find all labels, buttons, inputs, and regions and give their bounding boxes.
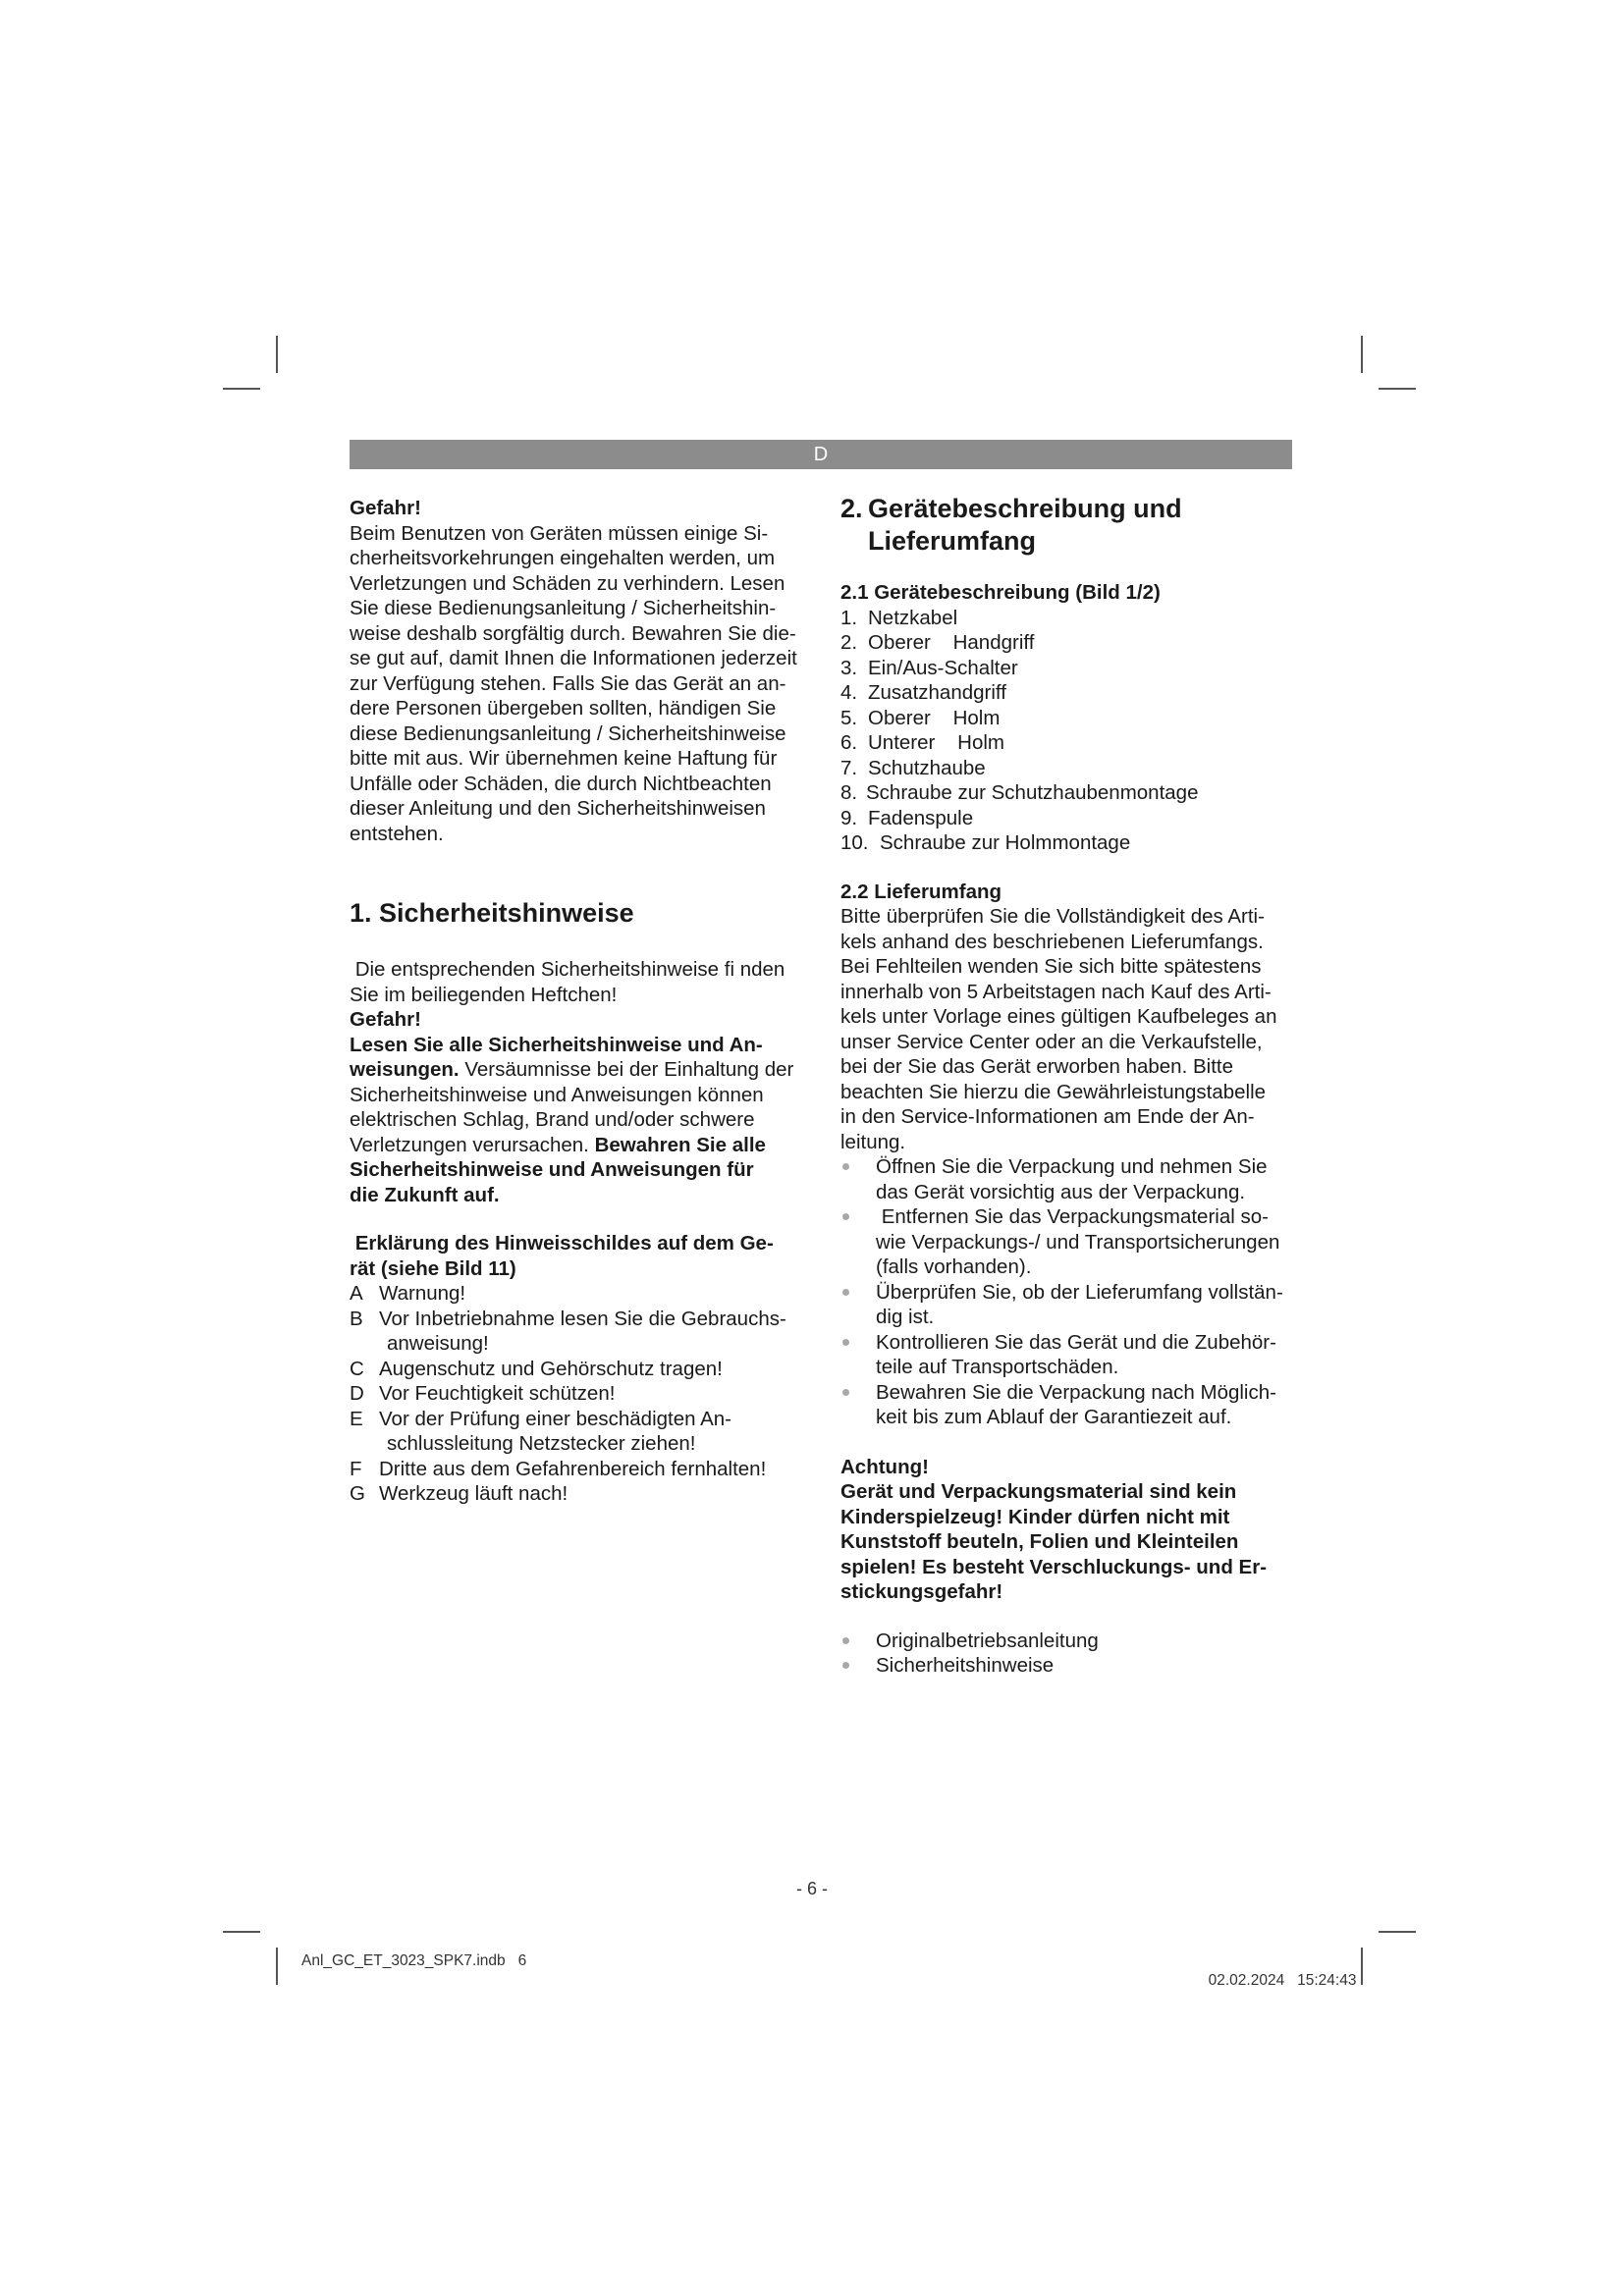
crop-mark-bottom-right-horizontal <box>1379 1931 1416 1933</box>
list-item <box>350 1457 807 1482</box>
section-2-title: Lieferumfang <box>868 526 1037 556</box>
part-label: Unterer Holm <box>868 731 1004 754</box>
subsection-2-1-heading: 2.1 Gerätebeschreibung (Bild 1/2) <box>840 581 1161 604</box>
danger-text-line: bitte mit aus. Wir übernehmen keine Haftung für <box>350 747 778 770</box>
danger-text-line: Verletzungen und Schäden zu verhindern. Lesen <box>350 571 785 595</box>
read-instructions-line <box>350 1133 807 1158</box>
included-documents-list <box>840 1629 1298 1679</box>
danger-text-line: Sie diese Bedienungsanleitung / Sicherheitshin- <box>350 597 777 619</box>
attention-text <box>840 1479 1298 1605</box>
list-item-text: Vor der Prüfung einer beschädigten An- <box>379 1407 731 1430</box>
read-instructions-line <box>350 1033 807 1058</box>
list-item <box>840 730 1298 756</box>
danger-text-line: Unfälle oder Schäden, die durch Nichtbeachten <box>350 772 772 795</box>
step-text: Öffnen Sie die Verpackung und nehmen Sie <box>876 1155 1268 1178</box>
list-item-key: F <box>350 1457 362 1480</box>
list-item <box>840 606 1298 631</box>
part-label: Ein/Aus-Schalter <box>868 656 1018 679</box>
list-item <box>840 1280 1298 1330</box>
part-number: 7. <box>840 756 858 779</box>
read-instructions-line: die Zukunft auf. <box>350 1183 500 1206</box>
scope-text-line: Bei Fehlteilen wenden Sie sich bitte spätestens <box>840 955 1262 978</box>
scope-text-line: unser Service Center oder an die Verkaufstelle, <box>840 1030 1263 1053</box>
list-item-key: B <box>350 1307 363 1330</box>
scope-text-line: innerhalb von 5 Arbeitstagen nach Kauf des Arti- <box>840 980 1272 1003</box>
step-text: Bewahren Sie die Verpackung nach Möglich- <box>876 1380 1276 1404</box>
bullet-icon <box>840 1330 876 1380</box>
part-number: 8. <box>840 781 858 804</box>
language-code: D <box>813 444 829 465</box>
list-item-key: C <box>350 1357 364 1380</box>
sign-explanation-heading: Erklärung des Hinweisschildes auf dem Ge- <box>350 1232 774 1255</box>
list-item-key: E <box>350 1407 363 1430</box>
bullet-icon <box>840 1653 876 1679</box>
list-item <box>840 656 1298 681</box>
part-label: Schraube zur Schutzhaubenmontage <box>866 781 1199 804</box>
list-item <box>840 780 1298 806</box>
scope-text-line: beachten Sie hierzu die Gewährleistungstabelle <box>840 1080 1267 1103</box>
list-item <box>350 1407 807 1457</box>
part-label: Fadenspule <box>868 806 974 829</box>
section-2-number: 2. <box>840 494 863 523</box>
list-item-key: G <box>350 1482 365 1505</box>
list-item <box>840 1330 1298 1380</box>
list-item <box>840 630 1298 656</box>
list-item <box>840 706 1298 731</box>
section-1-title: Sicherheitshinweise <box>379 898 634 928</box>
step-text: keit bis zum Ablauf der Garantiezeit auf. <box>876 1406 1232 1428</box>
subsection-2-2-heading: 2.2 Lieferumfang <box>840 880 1002 903</box>
attention-text-line: Kinderspielzeug! Kinder dürfen nicht mit <box>840 1505 1230 1528</box>
list-item <box>350 1357 807 1382</box>
scope-text-line: Bitte überprüfen Sie die Vollständigkeit des Arti- <box>840 905 1265 928</box>
attention-text-line: spielen! Es besteht Verschluckungs- und Er- <box>840 1555 1268 1578</box>
part-number: 5. <box>840 706 858 729</box>
attention-text-line: Kunststoff beuteln, Folien und Kleinteilen <box>840 1530 1239 1553</box>
crop-mark-bottom-right-vertical <box>1361 1948 1363 1985</box>
scope-text-line: leitung. <box>840 1130 906 1153</box>
part-number: 10. <box>840 831 869 854</box>
print-date: 02.02.2024 <box>1208 1972 1285 1989</box>
print-timestamp <box>1200 1951 1356 1991</box>
part-label: Schutzhaube <box>868 756 986 779</box>
bullet-icon <box>840 1204 876 1280</box>
scope-text-line: in den Service-Informationen am Ende der An- <box>840 1105 1255 1128</box>
part-label: Schraube zur Holmmontage <box>880 831 1131 854</box>
parts-list <box>840 606 1298 856</box>
read-instructions-line: Sicherheitshinweise und Anweisungen können <box>350 1083 764 1106</box>
list-item <box>350 1307 807 1357</box>
step-text: dig ist. <box>876 1306 935 1328</box>
crop-mark-top-left-vertical <box>276 336 278 373</box>
danger-text-line: dere Personen übergeben sollten, händigen Sie <box>350 697 777 720</box>
language-header-bar <box>350 440 1292 469</box>
list-item-key: A <box>350 1282 363 1305</box>
attention-text-line: stickungsgefahr! <box>840 1580 1003 1603</box>
part-label: Oberer Handgriff <box>868 631 1035 654</box>
bullet-icon <box>840 1154 876 1204</box>
list-item <box>350 1281 807 1307</box>
part-label: Netzkabel <box>868 606 958 629</box>
list-item-text: schlussleitung Netzstecker ziehen! <box>387 1432 696 1455</box>
read-instructions-text: Versäumnisse bei der Einhaltung der <box>459 1058 794 1081</box>
list-item <box>840 830 1298 856</box>
scope-text-line: kels unter Vorlage eines gültigen Kaufbeleges an <box>840 1005 1277 1028</box>
read-instructions-text: Verletzungen verursachen. <box>350 1133 589 1156</box>
danger-text-line: zur Verfügung stehen. Falls Sie das Gerät an an- <box>350 671 786 695</box>
step-text: wie Verpackungs-/ und Transportsicherungen <box>876 1230 1280 1254</box>
section-1-number: 1. <box>350 898 372 928</box>
list-item-text: Vor Feuchtigkeit schützen! <box>379 1382 616 1405</box>
read-instructions-line: Sicherheitshinweise und Anweisungen für <box>350 1158 754 1181</box>
list-item <box>840 1154 1298 1204</box>
danger-text-line: weise deshalb sorgfältig durch. Bewahren Sie die- <box>350 621 796 645</box>
list-item <box>840 806 1298 831</box>
scope-paragraph <box>840 904 1298 1154</box>
bullet-icon <box>840 1380 876 1430</box>
list-item <box>840 680 1298 706</box>
attention-heading: Achtung! <box>840 1455 929 1478</box>
safety-intro-line: Die entsprechenden Sicherheitshinweise fi nden <box>350 958 785 981</box>
read-instructions-bold: Bewahren Sie alle <box>588 1133 766 1156</box>
list-item <box>840 1629 1298 1654</box>
danger-text-line: Beim Benutzen von Geräten müssen einige Si- <box>350 521 769 545</box>
part-number: 6. <box>840 731 858 754</box>
list-item-text: Warnung! <box>379 1282 466 1305</box>
part-label: Zusatzhandgriff <box>868 681 1006 704</box>
danger-text-line: dieser Anleitung und den Sicherheitshinweisen <box>350 797 766 820</box>
attention-text-line: Gerät und Verpackungsmaterial sind kein <box>840 1480 1237 1503</box>
list-item-text: Augenschutz und Gehörschutz tragen! <box>379 1357 723 1380</box>
list-item <box>840 1653 1298 1679</box>
list-item-key: D <box>350 1382 364 1405</box>
crop-mark-bottom-left-horizontal <box>223 1931 260 1933</box>
crop-mark-top-right-horizontal <box>1379 388 1416 390</box>
right-column <box>840 493 1298 1679</box>
step-text: das Gerät vorsichtig aus der Verpackung. <box>876 1180 1246 1203</box>
danger-text-line: se gut auf, damit Ihnen die Informationen jederzeit <box>350 647 797 669</box>
section-2-heading <box>840 493 1298 558</box>
read-instructions-line: elektrischen Schlag, Brand und/oder schwere <box>350 1108 755 1131</box>
file-name: Anl_GC_ET_3023_SPK7.indb 6 <box>301 1952 527 1969</box>
step-text: (falls vorhanden). <box>876 1255 1032 1278</box>
section-1-heading <box>350 897 807 930</box>
bullet-icon <box>840 1629 876 1654</box>
sign-list <box>350 1281 807 1507</box>
included-item-text: Originalbetriebsanleitung <box>876 1629 1099 1652</box>
sign-explanation-heading: rät (siehe Bild 11) <box>350 1256 516 1280</box>
danger-text-line: entstehen. <box>350 822 444 845</box>
step-text: Entfernen Sie das Verpackungsmaterial so- <box>876 1205 1269 1228</box>
list-item <box>840 1380 1298 1430</box>
included-item-text: Sicherheitshinweise <box>876 1654 1055 1677</box>
part-number: 3. <box>840 656 858 679</box>
step-text: Kontrollieren Sie das Gerät und die Zubehör- <box>876 1330 1276 1354</box>
list-item-text: anweisung! <box>387 1332 489 1355</box>
read-instructions-bold: weisungen. <box>350 1058 460 1081</box>
list-item <box>350 1381 807 1407</box>
read-instructions-line <box>350 1057 807 1083</box>
danger-text-line: cherheitsvorkehrungen eingehalten werden, um <box>350 547 776 569</box>
list-item-text: Dritte aus dem Gefahrenbereich fernhalten! <box>379 1457 767 1480</box>
section-2-title: Gerätebeschreibung und <box>868 494 1182 523</box>
safety-intro-line: Sie im beiliegenden Heftchen! <box>350 983 618 1006</box>
page-number: - 6 - <box>795 1879 828 1898</box>
print-time: 15:24:43 <box>1297 1972 1357 1989</box>
crop-mark-bottom-left-vertical <box>276 1948 278 1985</box>
crop-mark-top-left-horizontal <box>223 388 260 390</box>
danger-heading: Gefahr! <box>350 497 421 519</box>
list-item-text: Werkzeug läuft nach! <box>379 1482 568 1505</box>
part-number: 2. <box>840 631 858 654</box>
bullet-icon <box>840 1280 876 1330</box>
part-number: 1. <box>840 606 858 629</box>
list-item <box>840 756 1298 781</box>
scope-text-line: kels anhand des beschriebenen Lieferumfangs. <box>840 930 1264 953</box>
list-item-text: Vor Inbetriebnahme lesen Sie die Gebrauchs- <box>379 1307 786 1330</box>
list-item <box>350 1481 807 1507</box>
danger-text-line: diese Bedienungsanleitung / Sicherheitshinweise <box>350 721 786 745</box>
step-text: Überprüfen Sie, ob der Lieferumfang vollstän- <box>876 1280 1283 1304</box>
part-number: 4. <box>840 681 858 704</box>
unpacking-steps-list <box>840 1154 1298 1430</box>
scope-text-line: bei der Sie das Gerät erworben haben. Bitte <box>840 1055 1233 1078</box>
list-item <box>840 1204 1298 1280</box>
left-column <box>350 496 807 1507</box>
crop-mark-top-right-vertical <box>1361 336 1363 373</box>
part-number: 9. <box>840 806 858 829</box>
step-text: teile auf Transportschäden. <box>876 1356 1119 1378</box>
part-label: Oberer Holm <box>868 706 1001 729</box>
safety-danger-heading: Gefahr! <box>350 1008 421 1031</box>
danger-intro-block <box>350 496 807 846</box>
read-instructions-bold: Lesen Sie alle Sicherheitshinweise und An- <box>350 1033 763 1056</box>
